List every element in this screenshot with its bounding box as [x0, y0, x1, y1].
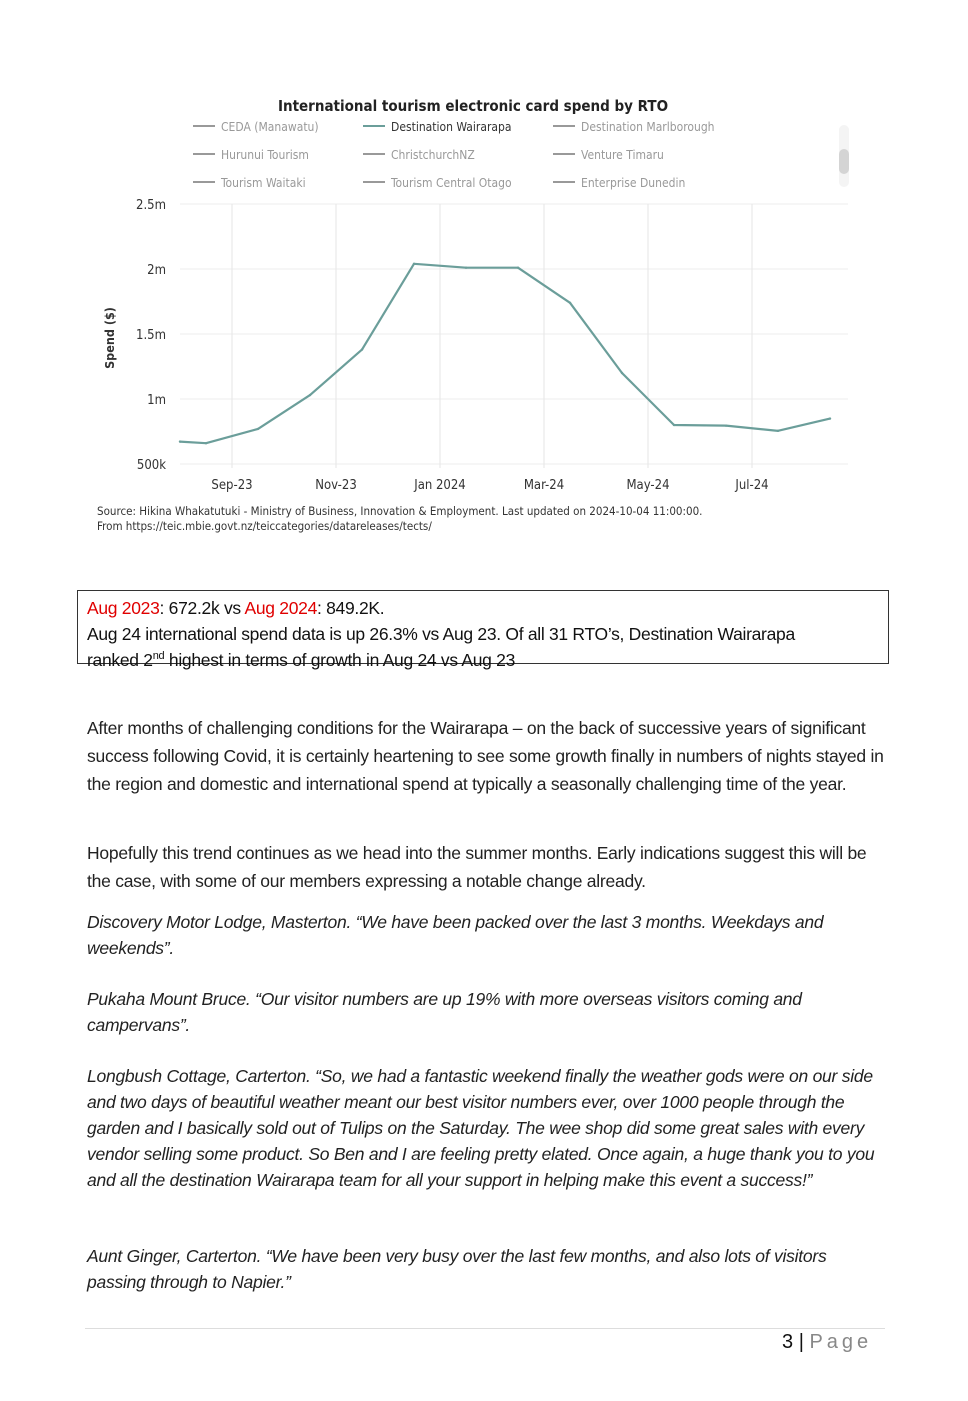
x-tick-label: Jul-24	[735, 478, 769, 493]
data-point	[673, 424, 675, 426]
quote-longbush-cottage: Longbush Cottage, Carterton. “So, we had a fantastic weekend finally the weather gods were on our side and two days of beautiful weather meant our best visitor numbers ever, over 1000 people through the garden and I basically sold out of Tulips on the Saturday. The wee shop did some great sales with every vendor selling some product. So Ben and I are feeling pretty elated. Once again, a huge thank you to you and all the destination Wairarapa team for all your support in helping make this event a success!”	[87, 1066, 875, 1190]
legend-item[interactable]: CEDA (Manawatu)	[221, 120, 319, 134]
x-tick-label: Mar-24	[523, 478, 565, 493]
series-line-destination-wairarapa	[180, 264, 830, 443]
legend-item[interactable]: ChristchurchNZ	[391, 148, 475, 162]
aug24-value: : 849.2K.	[317, 598, 385, 618]
page-separator: |	[798, 1331, 804, 1353]
data-point	[829, 417, 831, 419]
legend-item[interactable]: Hurunui Tourism	[221, 148, 309, 162]
chart-legend	[193, 120, 715, 190]
legend-scrollbar-thumb[interactable]	[839, 149, 849, 174]
callout-line-2: Aug 24 international spend data is up 26.3% vs Aug 23. Of all 31 RTO’s, Destination Wairarapa	[87, 624, 795, 644]
x-tick-label: Jan 2024	[414, 478, 466, 493]
y-tick-label: 1m	[147, 393, 166, 408]
data-point	[361, 348, 363, 350]
spend-chart	[0, 0, 968, 560]
legend-item[interactable]: Destination Marlborough	[581, 120, 715, 134]
aug23-value: : 672.2k vs	[159, 598, 245, 618]
chart-source-line-2: From https://teic.mbie.govt.nz/teiccategories/datareleases/tects/	[97, 519, 432, 533]
data-point	[257, 428, 259, 430]
data-point	[517, 267, 519, 269]
callout-superscript: nd	[152, 650, 165, 663]
y-axis-label: Spend ($)	[102, 307, 117, 369]
data-point	[621, 372, 623, 374]
aug24-label: Aug 2024	[244, 598, 317, 618]
data-point	[309, 394, 311, 396]
quote-discovery-motor-lodge: Discovery Motor Lodge, Masterton. “We have been packed over the last 3 months. Weekdays and weekends”.	[87, 912, 824, 958]
footer-divider	[85, 1328, 885, 1329]
legend-item[interactable]: Tourism Central Otago	[391, 176, 512, 190]
data-point	[777, 430, 779, 432]
data-point	[465, 267, 467, 269]
body-paragraph-1: After months of challenging conditions for the Wairarapa – on the back of successive years of significant success following Covid, it is certainly heartening to see some growth finally in numbers of nights stayed in the region and domestic and international spend at typically a seasonally challenging time of the year.	[87, 718, 884, 794]
data-point	[725, 424, 727, 426]
quote-aunt-ginger: Aunt Ginger, Carterton. “We have been very busy over the last few months, and also lots of visitors passing through to Napier.”	[87, 1246, 827, 1292]
quote-pukaha-mount-bruce: Pukaha Mount Bruce. “Our visitor numbers are up 19% with more overseas visitors coming and campervans”.	[87, 989, 802, 1035]
summary-callout-box	[77, 590, 889, 670]
callout-line-3	[87, 647, 888, 673]
x-tick-label: Nov-23	[315, 478, 357, 493]
x-tick-label: Sep-23	[211, 478, 253, 493]
body-paragraph-2: Hopefully this trend continues as we head into the summer months. Early indications suggest this will be the case, with some of our members expressing a notable change already.	[87, 843, 867, 891]
data-point	[205, 442, 207, 444]
legend-item[interactable]: Venture Timaru	[581, 148, 664, 162]
page-number	[782, 1331, 872, 1354]
chart-title: International tourism electronic card spend by RTO	[277, 97, 669, 115]
aug23-label: Aug 2023	[87, 598, 160, 618]
callout-line-1	[87, 595, 888, 621]
y-tick-label: 1.5m	[136, 328, 166, 343]
page-label: Page	[809, 1331, 873, 1353]
legend-item[interactable]: Destination Wairarapa	[391, 120, 512, 134]
data-point	[569, 302, 571, 304]
legend-item[interactable]: Tourism Waitaki	[221, 176, 306, 190]
y-tick-label: 2m	[147, 263, 166, 278]
data-point	[179, 440, 181, 442]
y-tick-label: 500k	[136, 458, 166, 473]
x-tick-label: May-24	[626, 478, 670, 493]
callout-text: ranked 2	[87, 650, 153, 670]
data-point	[413, 263, 415, 265]
page-number-value: 3	[782, 1331, 794, 1353]
y-tick-label: 2.5m	[136, 198, 166, 213]
legend-item[interactable]: Enterprise Dunedin	[581, 176, 686, 190]
callout-text: highest in terms of growth in Aug 24 vs Aug 23	[164, 650, 516, 670]
chart-source-line-1: Source: Hikina Whakatutuki - Ministry of Business, Innovation & Employment. Last updated on 2024-10-04 11:00:00.	[97, 504, 703, 518]
